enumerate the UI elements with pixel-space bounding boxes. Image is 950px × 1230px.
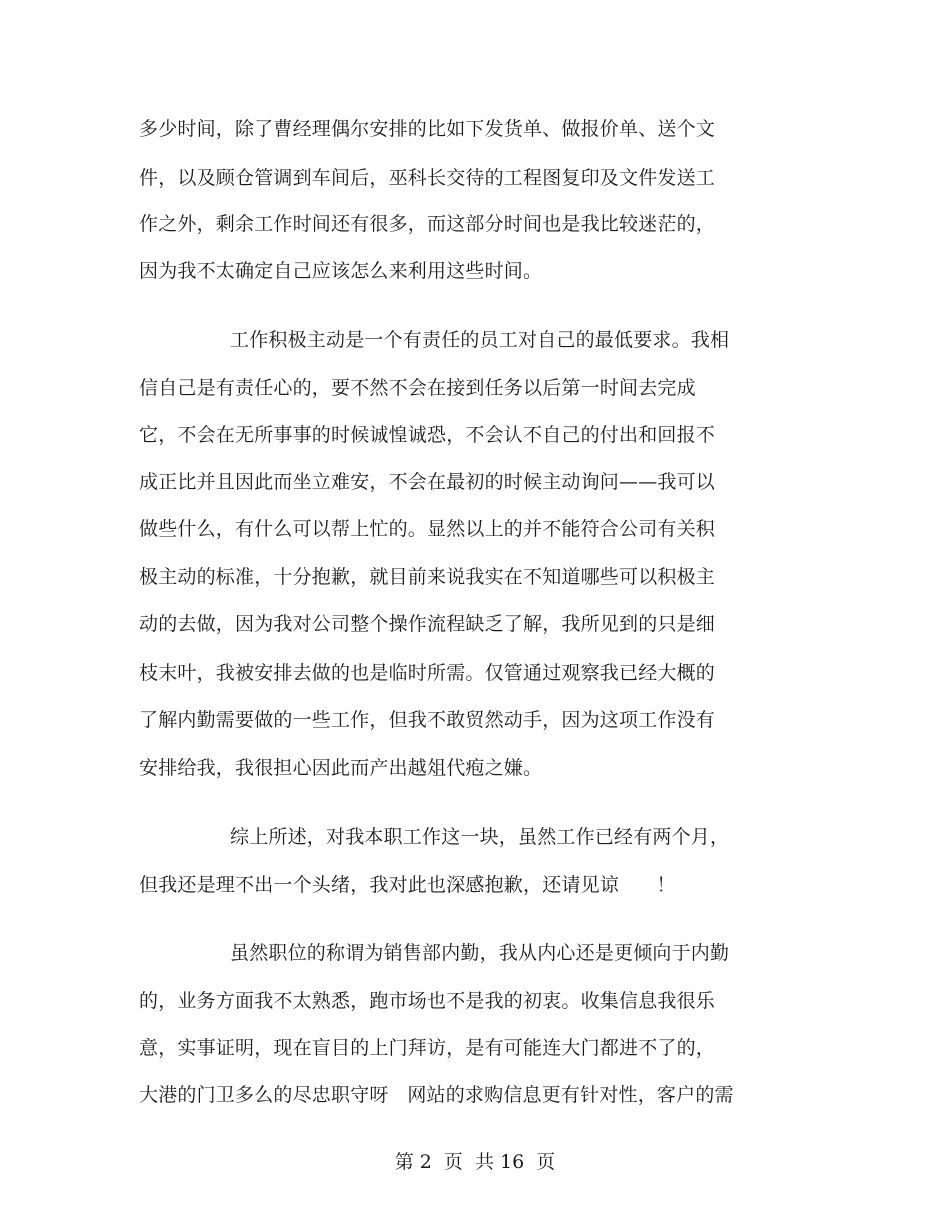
text-line: 成正比并且因此而坐立难安，不会在最初的时候主动询问——我可以 xyxy=(139,471,716,493)
text-line: 信自己是有责任心的，要不然不会在接到任务以后第一时间去完成 xyxy=(139,377,696,399)
text-line: 了解内勤需要做的一些工作，但我不敢贸然动手，因为这项工作没有 xyxy=(139,709,716,731)
text-line: 的，业务方面我不太熟悉，跑市场也不是我的初衷。收集信息我很乐 xyxy=(139,990,716,1012)
text-line: 但我还是理不出一个头绪，我对此也深感抱歉，还请见谅 ！ xyxy=(139,874,676,896)
text-line: 它，不会在无所事事的时候诚惶诚恐，不会认不自己的付出和回报不 xyxy=(139,424,716,446)
text-line: 做些什么，有什么可以帮上忙的。显然以上的并不能符合公司有关积 xyxy=(139,518,716,540)
page-number-footer: 第 2 页 共 16 页 xyxy=(394,1151,556,1173)
text-line: 因为我不太确定自己应该怎么来利用这些时间。 xyxy=(139,260,543,282)
text-line: 件，以及顾仓管调到车间后，巫科长交待的工程图复印及文件发送工 xyxy=(139,167,716,189)
text-line: 作之外，剩余工作时间还有很多，而这部分时间也是我比较迷茫的， xyxy=(139,213,716,235)
text-line: 极主动的标准，十分抱歉，就目前来说我实在不知道哪些可以积极主 xyxy=(139,566,716,588)
text-line: 多少时间，除了曹经理偶尔安排的比如下发货单、做报价单、送个文 xyxy=(139,118,716,140)
text-line: 大港的门卫多么的尽忠职守呀 网站的求购信息更有针对性，客户的需 xyxy=(139,1084,734,1106)
text-line: 枝末叶，我被安排去做的也是临时所需。仅管通过观察我已经大概的 xyxy=(139,662,716,684)
text-line: 安排给我，我很担心因此而产出越俎代疱之嫌。 xyxy=(139,757,543,779)
text-line: 意，实事证明，现在盲目的上门拜访，是有可能连大门都进不了的， xyxy=(139,1037,716,1059)
text-line: 动的去做，因为我对公司整个操作流程缺乏了解，我所见到的只是细 xyxy=(139,613,716,635)
text-line: 综上所述，对我本职工作这一块，虽然工作已经有两个月， xyxy=(230,826,730,848)
text-line: 工作积极主动是一个有责任的员工对自己的最低要求。我相 xyxy=(230,329,730,351)
text-line: 虽然职位的称谓为销售部内勤，我从内心还是更倾向于内勤 xyxy=(230,942,730,964)
